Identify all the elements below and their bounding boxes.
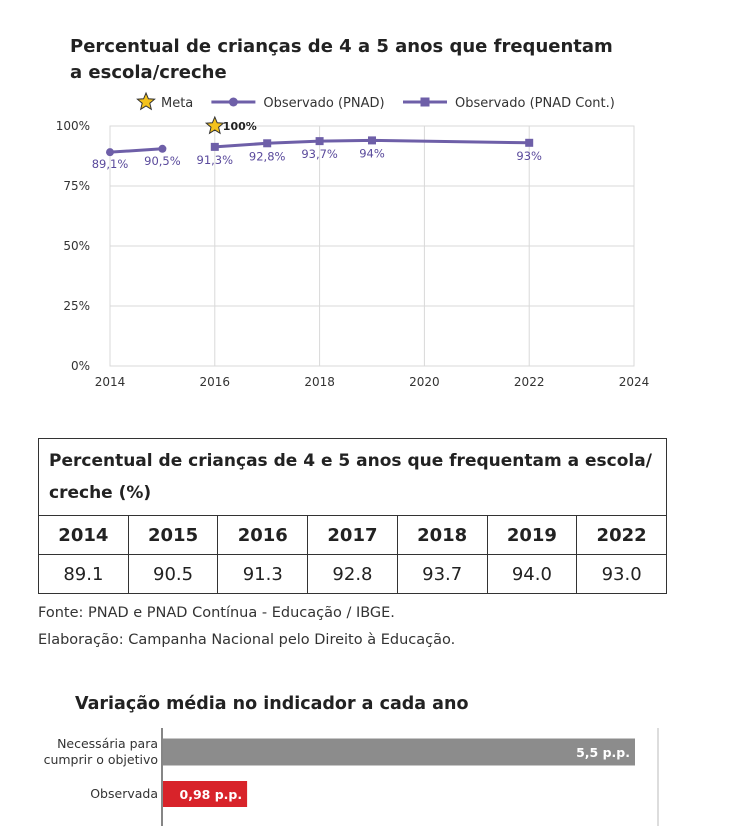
- table-value: 93.7: [397, 555, 487, 594]
- data-label: 91,3%: [196, 152, 234, 167]
- y-tick-label: 100%: [55, 119, 90, 133]
- table-year: 2015: [128, 516, 218, 555]
- table-year: 2014: [39, 516, 129, 555]
- line-chart: [0, 88, 751, 408]
- star-icon: [137, 93, 154, 109]
- y-tick-label: 25%: [63, 299, 90, 313]
- legend-item: [403, 96, 615, 111]
- data-label: 89,1%: [91, 157, 129, 172]
- bar-category-label: Necessária para: [57, 736, 158, 751]
- table-value: 90.5: [128, 555, 218, 594]
- data-label: 90,5%: [144, 153, 181, 168]
- data-labels: [92, 120, 542, 171]
- data-point: [368, 136, 376, 144]
- meta-label: 100%: [222, 120, 257, 133]
- source-note: [38, 600, 455, 654]
- data-label: 94%: [359, 146, 385, 161]
- bar-value-label: 5,5 p.p.: [576, 745, 630, 760]
- y-tick-label: 0%: [70, 359, 90, 373]
- chart-grid: [110, 126, 634, 366]
- y-tick-label: 75%: [63, 179, 90, 193]
- legend-item: [211, 96, 384, 111]
- table-year: 2017: [308, 516, 398, 555]
- data-point: [525, 139, 533, 147]
- table-year: 2022: [577, 516, 667, 555]
- data-label: 93%: [516, 148, 542, 163]
- table-year: 2018: [397, 516, 487, 555]
- chart-title: Percentual de crianças de 4 a 5 anos que frequentam a escola/creche: [70, 36, 613, 83]
- x-tick-label: 2020: [409, 375, 440, 389]
- legend: [137, 93, 614, 111]
- source-elaboracao: Elaboração: Campanha Nacional pelo Direito à Educação.: [38, 632, 456, 648]
- table-value: 93.0: [577, 555, 667, 594]
- data-point: [316, 137, 324, 145]
- x-tick-label: 2016: [199, 375, 231, 389]
- legend-item: [137, 93, 193, 111]
- data-point: [158, 145, 166, 153]
- table-value: 94.0: [487, 555, 577, 594]
- data-point: [106, 148, 114, 156]
- table-year: 2016: [218, 516, 308, 555]
- legend-label: Observado (PNAD): [263, 96, 385, 111]
- circle-marker-icon: [229, 98, 238, 107]
- table-value: 89.1: [39, 555, 129, 594]
- x-tick-label: 2022: [513, 375, 545, 389]
- series-line: [110, 149, 162, 152]
- table-caption: Percentual de crianças de 4 e 5 anos que frequentam a escola/ creche (%): [39, 439, 667, 516]
- data-point: [211, 143, 219, 151]
- table-caption-row: [39, 439, 667, 516]
- variation-bar-chart: [0, 726, 751, 826]
- bar: [163, 739, 635, 766]
- data-table: [38, 438, 667, 594]
- table-row: [39, 555, 667, 594]
- data-point: [263, 139, 271, 147]
- legend-label: Meta: [161, 96, 194, 111]
- table-year: 2019: [487, 516, 577, 555]
- data-label: 92,8%: [248, 149, 286, 164]
- square-marker-icon: [421, 98, 430, 107]
- table-header-row: [39, 516, 667, 555]
- x-tick-label: 2014: [94, 375, 126, 389]
- variation-title: Variação média no indicador a cada ano: [75, 694, 469, 714]
- source-fonte: Fonte: PNAD e PNAD Contínua - Educação / IBGE.: [38, 605, 395, 621]
- legend-label: Observado (PNAD Cont.): [455, 96, 615, 111]
- x-tick-label: 2024: [618, 375, 650, 389]
- table-value: 92.8: [308, 555, 398, 594]
- bar-category-label: cumprir o objetivo: [43, 752, 158, 767]
- data-label: 93,7%: [301, 147, 338, 162]
- y-tick-label: 50%: [63, 239, 90, 253]
- bar-category-label: Observada: [90, 786, 158, 801]
- x-tick-label: 2018: [304, 375, 335, 389]
- bar-value-label: 0,98 p.p.: [179, 787, 243, 802]
- table-value: 91.3: [218, 555, 308, 594]
